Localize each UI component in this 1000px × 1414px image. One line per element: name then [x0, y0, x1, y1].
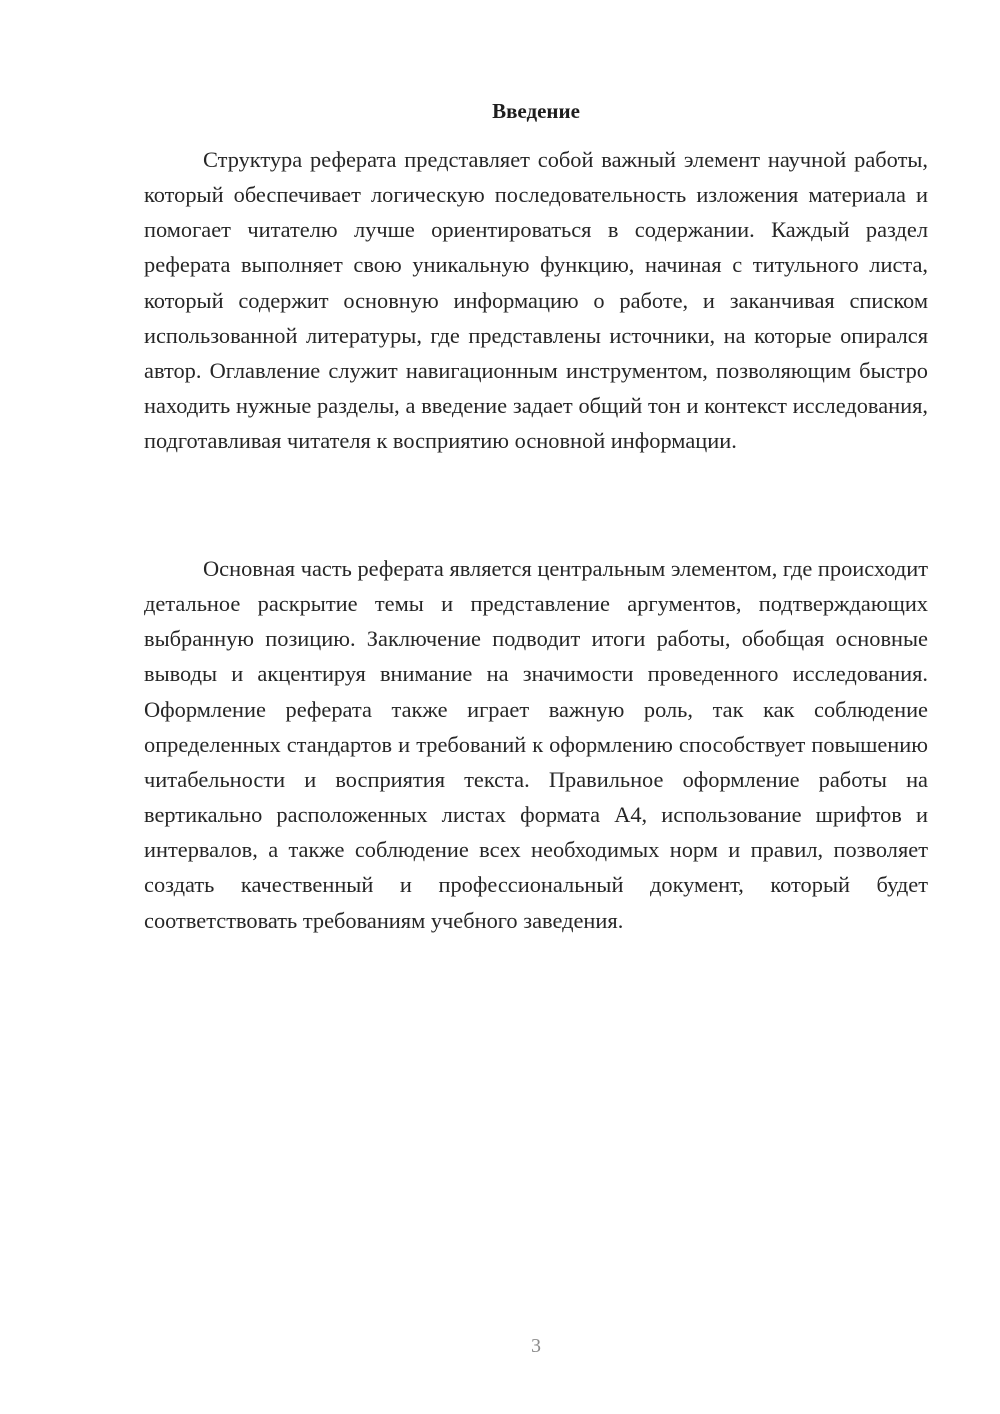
paragraph-1: Структура реферата представляет собой важный элемент научной работы, который обеспечивает логическую последовательность изложения материала и помогает читателю лучше ориентироваться в содержании. Каждый раздел реферата выполняет свою уникальную функцию, начиная с титульного листа, который содержит основную информацию о работе, и заканчивая списком использованной литературы, где представлены источники, на которые опирался автор. Оглавление служит навигационным инструментом, позволяющим быстро находить нужные разделы, а введение задает общий тон и контекст исследования, подготавливая читателя к восприятию основной информации.: [144, 147, 928, 454]
page-number: 3: [531, 1335, 541, 1357]
paragraph-2: Основная часть реферата является центральным элементом, где происходит детальное раскрытие темы и представление аргументов, подтверждающих выбранную позицию. Заключение подводит итоги работы, обобщая основные выводы и акцентируя внимание на значимости проведенного исследования. Оформление реферата также играет важную роль, так как соблюдение определенных стандартов и требований к оформлению способствует повышению читабельности и восприятия текста. Правильное оформление работы на вертикально расположенных листах формата А4, использование шрифтов и интервалов, а также соблюдение всех необходимых норм и правил, позволяет создать качественный и профессиональный документ, который будет соответствовать требованиям учебного заведения.: [144, 556, 928, 933]
section-heading: Введение: [492, 99, 580, 123]
